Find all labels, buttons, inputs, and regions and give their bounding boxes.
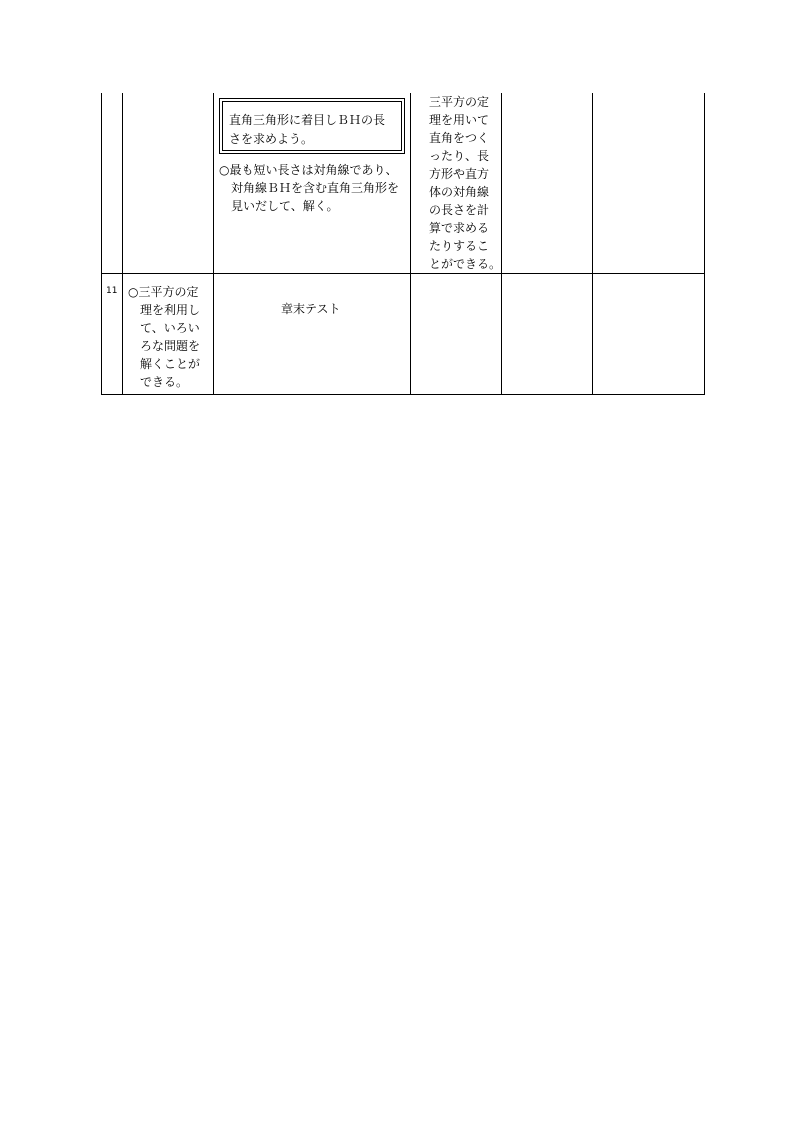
evaluation-line: とができる。 <box>429 257 502 271</box>
lesson-number: 11 <box>106 286 118 296</box>
column-divider <box>213 93 214 395</box>
goal-line: できる。 <box>128 375 189 389</box>
column-divider <box>592 93 593 395</box>
column-divider <box>501 93 502 395</box>
goal-text <box>128 283 200 391</box>
evaluation-line: 方形や直方 <box>429 167 490 181</box>
evaluation-line: の長さを計 <box>429 203 490 217</box>
hint-line: ○最も短い長さは対角線であり、 <box>219 163 398 177</box>
evaluation-line: 直角をつく <box>429 131 490 145</box>
goal-line: 理を利用し <box>128 303 201 317</box>
task-line: 直角三角形に着目しＢＨの長 <box>229 113 386 127</box>
goal-line: ○三平方の定 <box>128 285 199 299</box>
row-divider <box>101 273 705 274</box>
hint-line: 見いだして、解く。 <box>219 199 339 213</box>
table-border-left <box>101 93 102 395</box>
column-divider <box>122 93 123 395</box>
evaluation-line: 算で求める <box>429 221 490 235</box>
task-line: さを求めよう。 <box>229 132 314 146</box>
evaluation-text <box>429 93 501 273</box>
column-divider <box>410 93 411 395</box>
evaluation-line: 理を用いて <box>429 113 490 127</box>
hint-line: 対角線ＢＨを含む直角三角形を <box>219 181 400 195</box>
goal-line: 解くことが <box>128 357 201 371</box>
hint-text <box>219 161 399 215</box>
evaluation-line: ったり、長 <box>429 149 490 163</box>
table-border-bottom <box>101 394 705 395</box>
goal-line: ろな問題を <box>128 339 201 353</box>
goal-line: て、いろい <box>128 321 200 335</box>
evaluation-line: 体の対角線 <box>429 185 490 199</box>
activity-text: 章末テスト <box>281 302 341 316</box>
task-box <box>219 98 405 154</box>
task-box-inner <box>222 101 402 151</box>
evaluation-line: たりするこ <box>429 239 490 253</box>
table-border-right <box>704 93 705 395</box>
evaluation-line: 三平方の定 <box>429 95 490 109</box>
